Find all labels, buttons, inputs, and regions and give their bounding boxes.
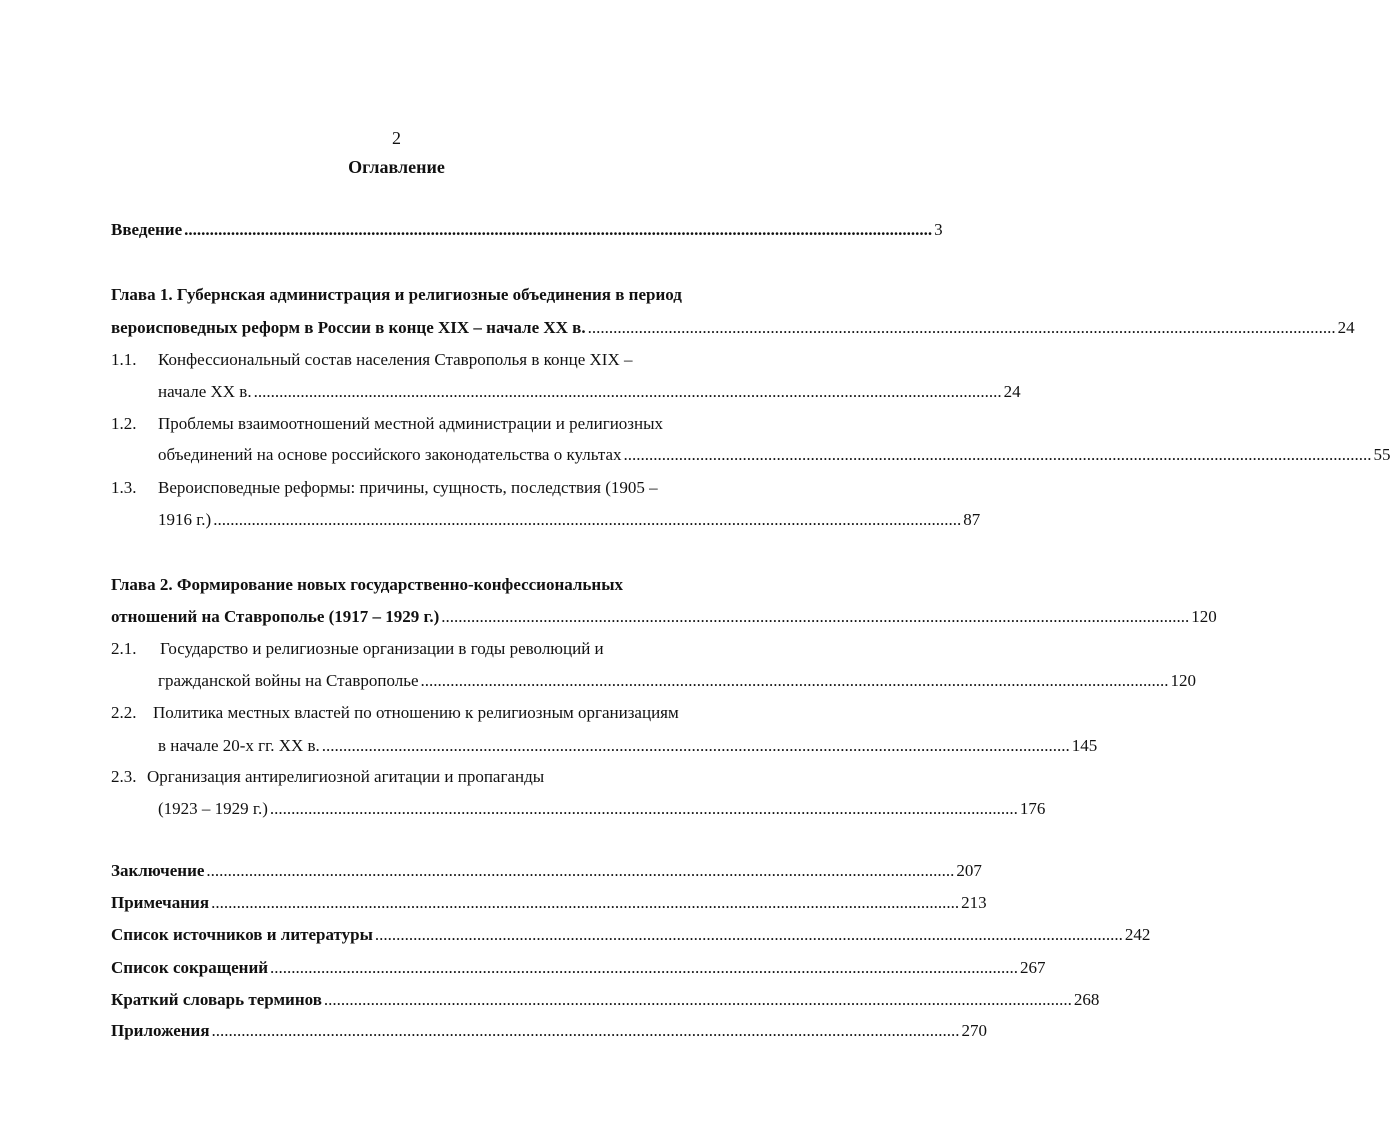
toc-leader-dots: ................................................................................................................................................................................: [321, 736, 1070, 755]
toc-entry-page: 24: [1337, 318, 1355, 337]
chapter2-title-line1: Глава 2. Формирование новых государственно-конфессиональных: [111, 575, 623, 594]
toc-leader-dots: ................................................................................................................................................................................: [269, 799, 1018, 818]
toc-leader-dots: ................................................................................................................................................................................: [213, 510, 962, 529]
toc-leader-dots: ................................................................................................................................................................................: [211, 1021, 960, 1040]
section-number: 1.3.: [111, 478, 137, 497]
toc-entry-sources: [111, 925, 1151, 944]
toc-entry-page: 242: [1124, 925, 1151, 944]
section-title-line1: Организация антирелигиозной агитации и пропаганды: [147, 767, 545, 786]
toc-entry-label: Краткий словарь терминов: [111, 990, 322, 1009]
toc-entry-page: 213: [961, 893, 987, 912]
section-title-line1: Проблемы взаимоотношений местной администрации и религиозных: [158, 414, 664, 433]
section-title-line1: Политика местных властей по отношению к религиозным организациям: [153, 703, 679, 722]
section-number: 1.1.: [111, 350, 137, 369]
toc-leader-dots: ................................................................................................................................................................................: [270, 958, 1019, 977]
toc-leader-dots: ................................................................................................................................................................................: [323, 990, 1072, 1009]
toc-entry-page: 120: [1191, 607, 1217, 626]
toc-leader-dots: ................................................................................................................................................................................: [253, 382, 1002, 401]
toc-entry-section-2-1: [158, 671, 1196, 690]
toc-leader-dots: ................................................................................................................................................................................: [587, 318, 1336, 337]
toc-entry-page: 267: [1020, 958, 1046, 977]
section-title-line2: 1916 г.): [158, 510, 212, 529]
toc-entry-label: Список источников и литературы: [111, 925, 373, 944]
page-number: 2: [392, 128, 401, 148]
toc-entry-notes: [111, 893, 987, 912]
section-number: 2.3.: [111, 767, 137, 786]
toc-entry-page: 176: [1019, 799, 1046, 818]
toc-entry-label: Приложения: [111, 1021, 210, 1040]
toc-entry-appendices: [111, 1021, 988, 1040]
toc-entry-section-2-2: [158, 736, 1098, 755]
section-title-line2: гражданской войны на Ставрополье: [158, 671, 419, 690]
toc-entry-page: 120: [1170, 671, 1196, 690]
toc-entry-section-2-3: [158, 799, 1046, 818]
section-title-line2: (1923 – 1929 г.): [158, 799, 268, 818]
section-title-line1: Конфессиональный состав населения Ставрополья в конце XIX –: [158, 350, 633, 369]
toc-entry-label: Заключение: [111, 861, 205, 880]
toc-entry-chapter1: [111, 318, 1355, 337]
toc-leader-dots: ................................................................................................................................................................................: [420, 671, 1169, 690]
toc-entry-section-1-2: [158, 445, 1391, 464]
page-title: Оглавление: [348, 157, 445, 177]
toc-entry-page: 270: [961, 1021, 988, 1040]
chapter2-title-line2: отношений на Ставрополье (1917 – 1929 г.): [111, 607, 440, 626]
toc-entry-label: Введение: [111, 220, 183, 239]
toc-entry-page: 268: [1073, 990, 1100, 1009]
chapter1-title-line2: вероисповедных реформ в России в конце XIX – начале XX в.: [111, 318, 586, 337]
toc-entry-conclusion: [111, 861, 982, 880]
toc-entry-abbreviations: [111, 958, 1046, 977]
toc-entry-page: 55: [1373, 445, 1391, 464]
chapter1-title-line1: Глава 1. Губернская администрация и религиозные объединения в период: [111, 285, 682, 304]
section-number: 2.1.: [111, 639, 137, 658]
toc-leader-dots: ................................................................................................................................................................................: [211, 893, 960, 912]
toc-leader-dots: ................................................................................................................................................................................: [374, 925, 1123, 944]
toc-entry-page: 207: [956, 861, 982, 880]
toc-entry-section-1-3: [158, 510, 981, 529]
toc-entry-page: 24: [1003, 382, 1021, 401]
toc-entry-label: Примечания: [111, 893, 210, 912]
toc-leader-dots: ................................................................................................................................................................................: [623, 445, 1372, 464]
toc-entry-page: 3: [934, 220, 943, 239]
toc-entry-intro: [111, 220, 943, 239]
toc-entry-label: Список сокращений: [111, 958, 269, 977]
toc-leader-dots: ................................................................................................................................................................................: [206, 861, 955, 880]
section-number: 2.2.: [111, 703, 137, 722]
section-title-line2: в начале 20-х гг. XX в.: [158, 736, 320, 755]
toc-entry-page: 145: [1071, 736, 1098, 755]
toc-entry-chapter2: [111, 607, 1217, 626]
section-title-line1: Вероисповедные реформы: причины, сущность, последствия (1905 –: [158, 478, 658, 497]
section-title-line2: начале XX в.: [158, 382, 252, 401]
toc-entry-section-1-1: [158, 382, 1021, 401]
section-title-line1: Государство и религиозные организации в годы революций и: [160, 639, 604, 658]
toc-entry-page: 87: [963, 510, 981, 529]
section-title-line2: объединений на основе российского законодательства о культах: [158, 445, 622, 464]
toc-leader-dots: ................................................................................................................................................................................: [441, 607, 1190, 626]
toc-entry-glossary: [111, 990, 1100, 1009]
toc-leader-dots: ................................................................................................................................................................................: [184, 220, 933, 239]
section-number: 1.2.: [111, 414, 137, 433]
